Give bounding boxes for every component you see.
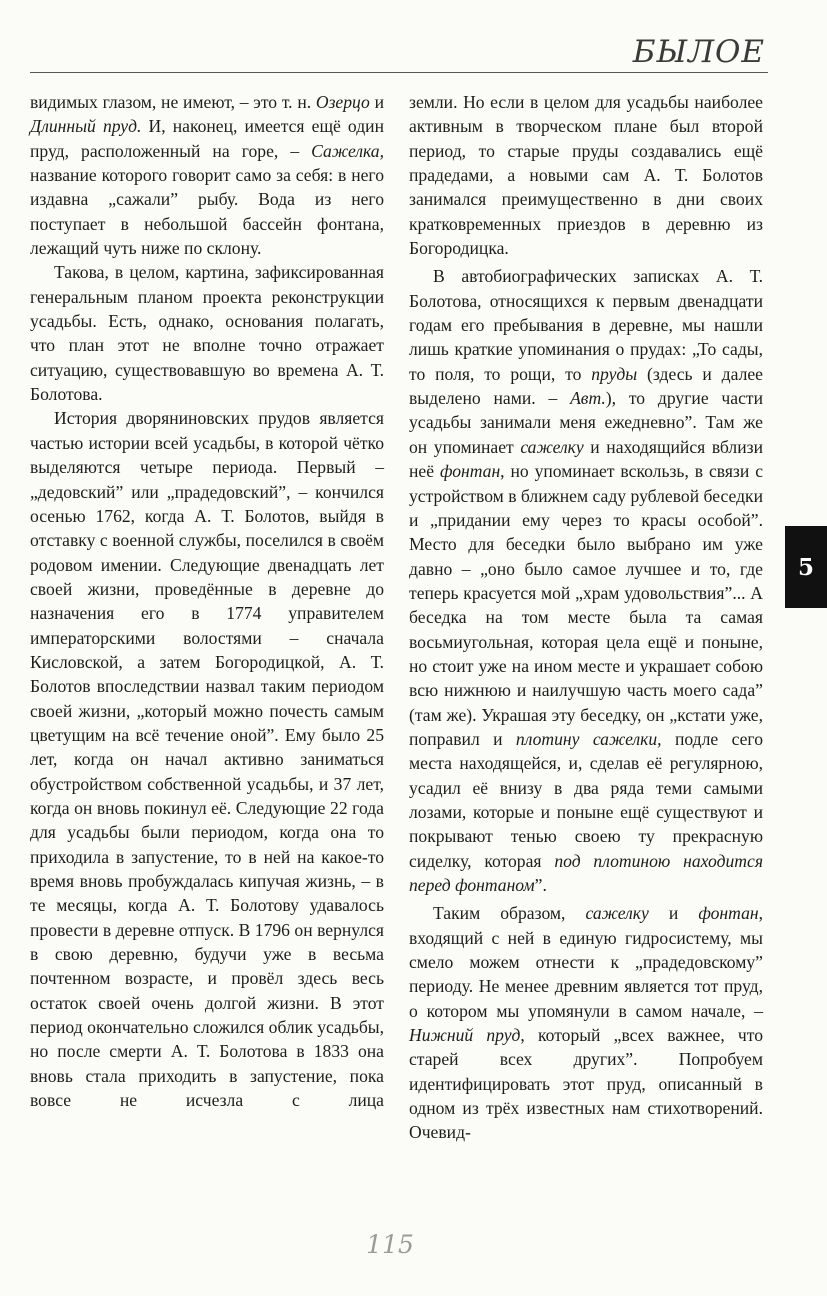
paragraph: видимых глазом, не имеют, – это т. н. Озерцо и Длинный пруд. И, наконец, имеется ещё один пруд, расположенный на горе, – Сажелка, название которого говорит само за себя: в него издавна „сажали” рыбу. Вода из него поступает в небольшой бассейн фонтана, лежащий чуть ниже по склону. [30, 92, 384, 259]
italic-term: плотину сажелки, [515, 728, 662, 749]
italic-term: фонтан [698, 903, 759, 924]
header-rule [30, 72, 768, 73]
italic-term: сажелку [520, 436, 584, 457]
italic-term: Авт. [570, 388, 606, 409]
page-number: 115 [366, 1230, 414, 1259]
italic-term: Озерцо [315, 92, 370, 112]
paragraph: Таким образом, сажелку и фонтан, входящий с ней в единую гидросистему, мы смело можем отнести к „прадедовскому” периоду. Не менее древним является тот пруд, о котором мы упомянули в самом начале, – Нижний пруд, который „всех важнее, что старей всех других”. Попробуем идентифицировать этот пруд, описанный в одном из трёх известных нам стихотворений. Очевид- [409, 903, 763, 1143]
italic-term: Длинный пруд. [30, 116, 142, 137]
italic-term: пруды [591, 363, 638, 384]
italic-term: под плотиною находится перед фонтаном [409, 850, 764, 895]
paragraph: Такова, в целом, картина, зафиксированная генеральным планом проекта реконструкции усадьбы. Есть, однако, основания полагать, что план этот не вполне точно отражает ситуацию, существовавшую во времена А. Т. Болотова. [30, 262, 384, 405]
paragraph: земли. Но если в целом для усадьбы наиболее активным в творческом плане был второй период, то старые пруды создавались ещё прадедами, а новыми сам А. Т. Болотов занимался преимущественно в дни своих кратковременных приездов в деревню из Богородицка. [409, 92, 763, 259]
text-column-right [409, 90, 763, 1145]
paragraph: В автобиографических записках А. Т. Болотова, относящихся к первым двенадцати годам его пребывания в деревне, мы нашли лишь краткие упоминания о прудах: „То сады, то поля, то рощи, то пруды (здесь и далее выделено нами. – Авт.), то другие части усадьбы занимали меня ежедневно”. Там же он упоминает сажелку и находящийся вблизи неё фонтан, но упоминает вскользь, в связи с устройством в ближнем саду рублевой беседки и „придании ему через то красы особой”. Место для беседки было выбрано им уже давно – „оно было самое лучшее и то, где теперь красуется мой „храм удовольствия”... А беседка на том месте была та самая восьмиугольная, которая цела ещё и поныне, но стоит уже на ином месте и украшает собою всю нижнюю и наилучшую часть моего сада” (там же). Украшая эту беседку, он „кстати уже, поправил и плотину сажелки, подле сего места находящейся, и, сделав её регулярною, усадил её внизу в два ряда теми самыми лозами, которые и поныне ещё существуют и покрывают тенью своею ту прекрасную сиделку, которая под плотиною находится перед фонтаном”. [409, 266, 764, 895]
italic-term: Сажелка, [311, 140, 384, 161]
chapter-tab: 5 [785, 526, 827, 608]
italic-term: сажелку [585, 903, 649, 924]
running-header-title: БЫЛОЕ [632, 34, 765, 70]
italic-term: Нижний пруд [409, 1025, 521, 1046]
text-column-left [30, 90, 384, 1112]
italic-term: фонтан [439, 461, 501, 482]
paragraph: История дворяниновских прудов является частью истории всей усадьбы, в которой чётко выделяются четыре периода. Первый – „дедовский” или „прадедовский”, – кончился осенью 1762, когда А. Т. Болотов, выйдя в отставку с военной службы, поселился в своём родовом имении. Следующие двенадцать лет своей жизни, проведённые в деревне до назначения его в 1774 управителем императорскими волостями – сначала Кисловской, а затем Богородицкой, А. Т. Болотов впоследствии назвал таким периодом своей жизни, „который можно почесть самым цветущим на всё течение оной”. Ему было 25 лет, когда он начал активно заниматься обустройством собственной усадьбы, и 37 лет, когда он вновь покинул её. Следующие 22 года для усадьбы были периодом, когда она то приходила в запустение, то в ней на какое-то время вновь пробуждалась кипучая жизнь, – в те месяцы, когда А. Т. Болотову удавалось провести в деревне отпуск. В 1796 он вернулся в свою деревню, будучи уже в весьма почтенном возрасте, и провёл здесь весь остаток своей очень долгой жизни. В этот период окончательно сложился облик усадьбы, но после смерти А. Т. Болотова в 1833 она вновь стала приходить в запустение, пока вовсе не исчезла с лица [30, 408, 384, 1111]
